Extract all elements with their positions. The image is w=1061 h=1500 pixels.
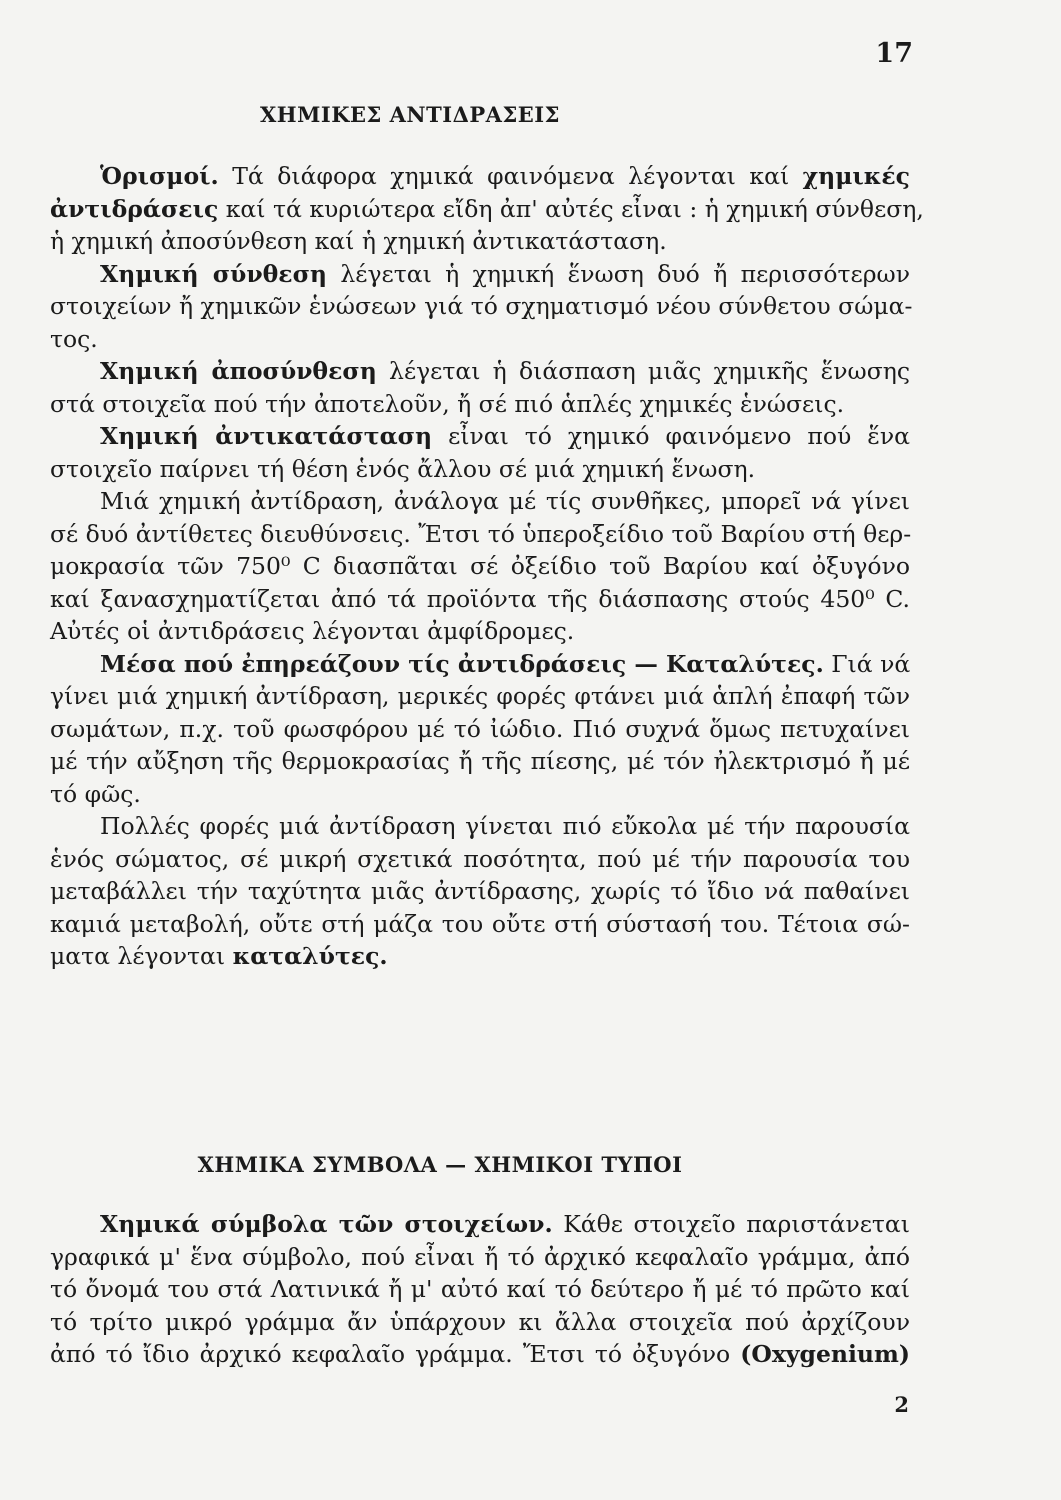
bold-term: καταλύτες. <box>232 942 388 970</box>
line-text: ἀπό τό ἴδιο ἀρχικό κεφαλαῖο γράμμα. Ἔτσι τό ὀξυγόνο <box>50 1340 741 1368</box>
text-line <box>50 453 910 486</box>
bold-term: Χημική ἀντικατάσταση <box>100 422 433 450</box>
bold-term: Ὁρισμοί. <box>100 162 219 190</box>
text-line <box>50 388 910 421</box>
text-line <box>50 940 910 973</box>
line-text: Κάθε στοιχεῖο παριστάνεται <box>552 1210 910 1238</box>
bold-term: Χημικά σύμβολα τῶν στοιχείων. <box>100 1210 553 1238</box>
line-text: Γιά νά <box>823 649 911 678</box>
line-text: τος. <box>50 324 98 353</box>
text-line <box>50 323 910 356</box>
line-text: τό ὄνομά του στά Λατινικά ἤ μ' αὐτό καί τό δεύτερο ἤ μέ τό πρῶτο καί <box>50 1275 910 1303</box>
line-text: λέγεται ἡ χημική ἕνωση δυό ἤ περισσότερων <box>327 259 910 288</box>
line-text: σωμάτων, π.χ. τοῦ φωσφόρου μέ τό ἰώδιο. Πιό συχνά ὅμως πετυχαίνει <box>50 714 910 743</box>
text-line <box>50 355 910 388</box>
text-line <box>50 1306 910 1339</box>
line-text: καί τά κυριώτερα εἴδη ἀπ' αὐτές εἶναι : ἡ χημική σύνθεση, <box>218 194 924 223</box>
text-line <box>50 1241 910 1274</box>
text-line <box>50 225 910 258</box>
bold-term: Χημική ἀποσύνθεση <box>100 357 377 385</box>
line-text: ματα λέγονται <box>50 942 233 970</box>
text-line <box>50 1273 910 1306</box>
line-text: ἑνός σώματος, σέ μικρή σχετικά ποσότητα, πού μέ τήν παρουσία του <box>50 844 910 873</box>
text-line <box>50 648 910 681</box>
text-line <box>50 550 910 583</box>
bold-term: Χημική σύνθεση <box>100 259 328 288</box>
text-line <box>50 908 910 941</box>
bold-term: ἀντιδράσεις <box>50 194 219 223</box>
text-line <box>50 843 910 876</box>
text-line <box>50 680 910 713</box>
line-text: καί ξανασχηματίζεται ἀπό τά προϊόντα τῆς διάσπασης στούς 450⁰ C. <box>50 584 910 613</box>
line-text: λέγεται ἡ διάσπαση μιᾶς χημικῆς ἕνωσης <box>376 357 910 385</box>
text-line <box>50 778 910 811</box>
section-heading-chemical-symbols: ΧΗΜΙΚΑ ΣΥΜΒΟΛΑ — ΧΗΜΙΚΟΙ ΤΥΠΟΙ <box>197 1152 683 1177</box>
text-line <box>50 485 910 518</box>
text-line <box>50 745 910 778</box>
line-text: γραφικά μ' ἕνα σύμβολο, πού εἶναι ἤ τό ἀρχικό κεφαλαῖο γράμμα, ἀπό <box>50 1242 910 1271</box>
line-text: καμιά μεταβολή, οὔτε στή μάζα του οὔτε στή σύστασή του. Τέτοια σώ- <box>50 909 910 938</box>
line-text: στοιχείων ἤ χημικῶν ἑνώσεων γιά τό σχηματισμό νέου σύνθετου σώμα- <box>50 292 913 320</box>
text-line <box>50 810 910 843</box>
text-line <box>50 713 910 746</box>
text-line <box>50 193 924 226</box>
line-text: Αὐτές οἱ ἀντιδράσεις λέγονται ἀμφίδρομες. <box>50 617 575 645</box>
signature-mark: 2 <box>894 1392 909 1417</box>
text-line <box>50 583 910 616</box>
line-text: εἶναι τό χημικό φαινόμενο πού ἕνα <box>432 422 911 450</box>
line-text: μοκρασία τῶν 750⁰ C διασπᾶται σέ ὀξείδιο τοῦ Βαρίου καί ὀξυγόνο <box>50 552 910 580</box>
line-text: μέ τήν αὔξηση τῆς θερμοκρασίας ἤ τῆς πίεσης, μέ τόν ἠλεκτρισμό ἤ μέ <box>50 747 910 775</box>
line-text: σέ δυό ἀντίθετες διευθύνσεις. Ἔτσι τό ὑπεροξείδιο τοῦ Βαρίου στή θερ- <box>50 519 912 548</box>
line-text: στά στοιχεῖα πού τήν ἀποτελοῦν, ἤ σέ πιό ἁπλές χημικές ἑνώσεις. <box>50 389 845 418</box>
line-text: τό φῶς. <box>50 779 141 808</box>
text-line <box>50 160 910 193</box>
line-text: γίνει μιά χημική ἀντίδραση, μερικές φορές φτάνει μιά ἁπλή ἐπαφή τῶν <box>50 682 910 710</box>
line-text: μεταβάλλει τήν ταχύτητα μιᾶς ἀντίδρασης, χωρίς τό ἴδιο νά παθαίνει <box>50 877 910 905</box>
text-line <box>50 1208 910 1241</box>
section-heading-chemical-reactions: ΧΗΜΙΚΕΣ ΑΝΤΙΔΡΑΣΕΙΣ <box>260 102 560 127</box>
page-number: 17 <box>875 38 913 69</box>
line-text: ἡ χημική ἀποσύνθεση καί ἡ χημική ἀντικατάσταση. <box>50 227 667 255</box>
text-line <box>50 290 913 323</box>
text-line <box>50 518 910 551</box>
text-line <box>50 875 910 908</box>
line-text: τό τρίτο μικρό γράμμα ἄν ὑπάρχουν κι ἄλλα στοιχεῖα πού ἀρχίζουν <box>50 1307 910 1336</box>
section-body-chemical-symbols <box>50 1208 910 1371</box>
section-body-chemical-reactions <box>50 160 924 973</box>
bold-term: χημικές <box>802 162 910 190</box>
text-line <box>50 615 910 648</box>
line-text: Τά διάφορα χημικά φαινόμενα λέγονται καί <box>218 162 803 190</box>
bold-term: Μέσα πού ἐπηρεάζουν τίς ἀντιδράσεις — Καταλύτες. <box>100 649 824 678</box>
text-line <box>50 258 910 291</box>
bold-term: (Oxygenium) <box>740 1340 910 1368</box>
text-line <box>50 420 910 453</box>
line-text: Πολλές φορές μιά ἀντίδραση γίνεται πιό εὔκολα μέ τήν παρουσία <box>100 812 910 840</box>
line-text: Μιά χημική ἀντίδραση, ἀνάλογα μέ τίς συνθῆκες, μπορεῖ νά γίνει <box>100 487 910 515</box>
line-text: στοιχεῖο παίρνει τή θέση ἑνός ἄλλου σέ μιά χημική ἕνωση. <box>50 454 756 483</box>
text-line <box>50 1338 910 1371</box>
